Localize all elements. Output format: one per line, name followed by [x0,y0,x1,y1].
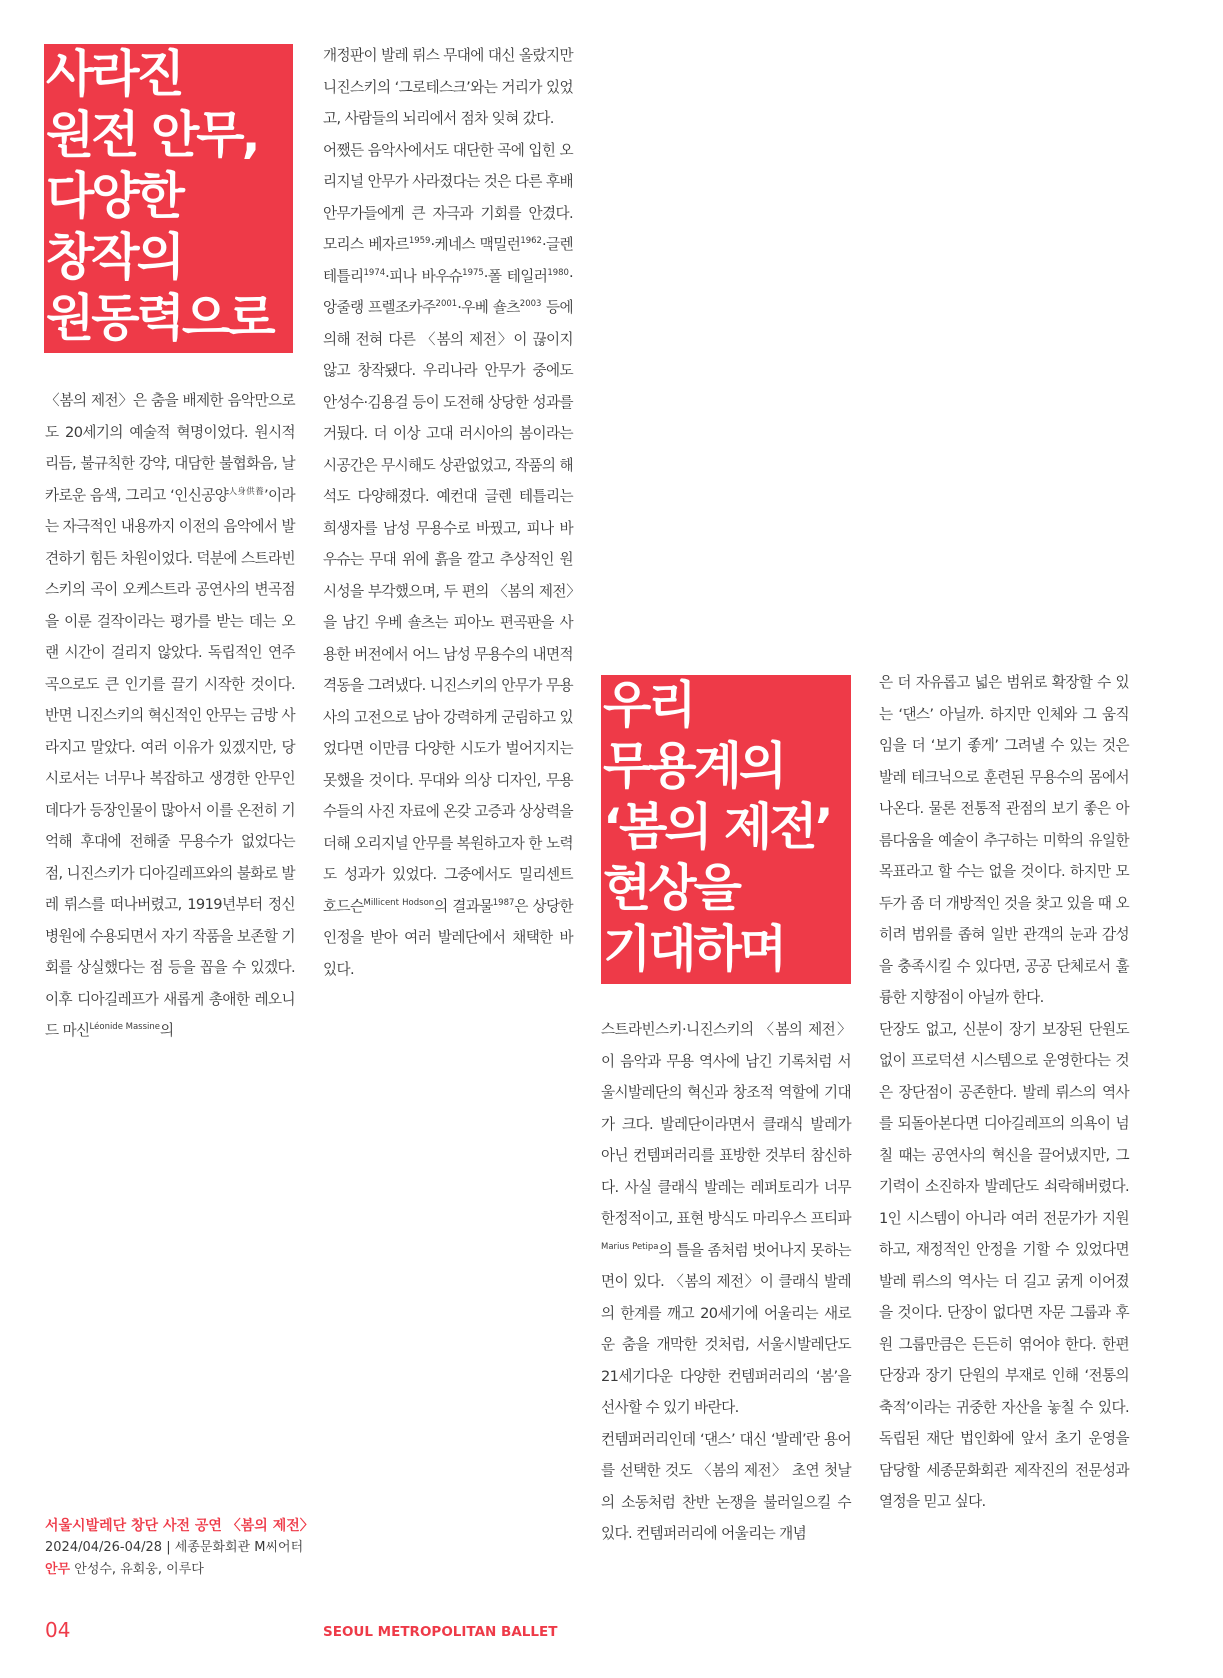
headline-rite-of-spring-phenomenon: 우리 무용계의 ‘봄의 제전’ 현상을 기대하며 [601,675,851,984]
text-run: ·우베 숄츠 [457,299,520,316]
text-run: 등에 의해 전혀 다른 〈봄의 제전〉이 끊이지 않고 창작됐다. 우리나라 안무가 중에도 안성수·김용걸 등이 도전해 상당한 성과를 거뒀다. 더 이상 고대 러시아의 봄이라는 시공간은 무시해도 상관없었고, 작품의 해석도 다양해졌다. 예컨대 글렌 테틀리는 희생자를 남성 무용수로 바꿨고, 피나 바우슈는 무대 위에 흙을 깔고 추상적인 원시성을 부각했으며, 두 편의 〈봄의 제전〉을 남긴 우베 숄츠는 피아노 편곡판을 사용한 버전에서 어느 남성 무용수의 내면적 격동을 그려냈다. 니진스키의 안무가 무용사의 고전으로 남아 강력하게 군림하고 있었다면 이만큼 다양한 시도가 벌어지지는 못했을 것이다. 무대와 의상 디자인, 무용수들의 사진 자료에 온갖 고증과 상상력을 더해 오리지널 안무를 복원하고자 한 노력도 성과가 있었다. 그중에서도 밀리센트 호드슨 [323,299,573,915]
year-superscript: 2003 [519,299,542,310]
article-column-3 [601,1014,851,1550]
article-column-4 [879,667,1129,1518]
year-superscript: 1974 [363,267,386,278]
text-run: 은 상당한 인정을 받아 여러 발레단에서 채택한 바 있다. [323,897,573,978]
paragraph: 개정판이 발레 뤼스 무대에 대신 올랐지만 니진스키의 ‘그로테스크’와는 거리가 있었고, 사람들의 뇌리에서 점차 잊혀 갔다. [323,47,573,127]
text-run: ·케네스 맥밀런 [430,236,521,253]
paragraph: 은 더 자유롭고 넓은 범위로 확장할 수 있는 ‘댄스’ 아닐까. 하지만 인체와 그 움직임을 더 ‘보기 좋게’ 그려낼 수 있는 것은 발레 테크닉으로 훈련된 무용수의 몸에서 나온다. 물론 전통적 관점의 보기 좋은 아름다움을 예술이 추구하는 미학의 유일한 목표라고 할 수는 없을 것이다. 하지만 모두가 좀 더 개방적인 것을 찾고 있을 때 오히려 범위를 좁혀 일반 관객의 눈과 감성을 충족시킬 수 있다면, 공공 단체로서 훌륭한 지향점이 아닐까 한다. [879,674,1129,1006]
choreo-label: 안무 [45,1562,71,1577]
year-superscript: 1975 [462,267,484,278]
performance-dates: 2024/04/26-04/28 [45,1540,163,1555]
paragraph: 단장도 없고, 신분이 장기 보장된 단원도 없이 프로덕션 시스템으로 운영한다는 것은 장단점이 공존한다. 발레 뤼스의 역사를 되돌아본다면 디아길레프의 의욕이 넘칠 때는 공연사의 혁신을 끌어냈지만, 그 기력이 소진하자 발레단도 쇠락해버렸다. 1인 시스템이 아니라 여러 전문가가 지원하고, 재정적인 안정을 기할 수 있었다면 발레 뤼스의 역사는 더 길고 굵게 이어졌을 것이다. 단장이 없다면 자문 그룹과 후원 그룹만큼은 든든히 엮어야 한다. 한편 단장과 장기 단원의 부재로 인해 ‘전통의 축적’이라는 귀중한 자산을 놓칠 수 있다. 독립된 재단 법인화에 앞서 초기 운영을 담당할 세종문화회관 제작진의 전문성과 열정을 믿고 싶다. [879,1020,1129,1510]
paragraph [323,135,573,986]
year-superscript: 1987 [492,897,515,908]
performance-credits [45,1515,345,1581]
separator: | [162,1540,175,1555]
name-annotation: Léonide Massine [89,1022,161,1033]
text-run: ·피나 바우슈 [385,267,463,285]
paragraph [601,1014,851,1424]
article-column-2 [323,40,573,985]
performance-schedule [45,1537,345,1559]
choreographers [45,1559,345,1581]
text-run: 의 틀을 좀처럼 벗어나지 못하는 면이 있다. 〈봄의 제전〉이 클래식 발레의 한계를 깨고 20세기에 어울리는 새로운 춤을 개막한 것처럼, 서울시발레단도 21세기다운 다양한 컨템퍼러리의 ‘봄’을 선사할 수 있기 바란다. [601,1241,851,1416]
text-run: ’이라는 자극적인 내용까지 이전의 음악에서 발견하기 힘든 차원이었다. 덕분에 스트라빈스키의 곡이 오케스트라 공연사의 변곡점을 이룬 걸작이라는 평가를 받는 데는 오랜 시간이 걸리지 않았다. 독립적인 연주곡으로도 큰 인기를 끌기 시작한 것이다. 반면 니진스키의 혁신적인 안무는 금방 사라지고 말았다. 여러 이유가 있겠지만, 당시로서는 너무나 복잡하고 생경한 안무인 데다가 등장인물이 많아서 이를 온전히 기억해 후대에 전해줄 무용수가 없었다는 점, 니진스키가 디아길레프와의 불화로 발레 뤼스를 떠나버렸고, 1919년부터 정신병원에 수용되면서 자기 작품을 보존할 기회를 상실했다는 점 등을 꼽을 수 있겠다. 이후 디아길레프가 새롭게 총애한 레오니드 마신 [45,486,295,1039]
footer-brand: SEOUL METROPOLITAN BALLET [323,1624,558,1640]
hanja-annotation: 人身供養 [228,486,264,497]
text-run: 의 [160,1022,174,1039]
name-annotation: Millicent Hodson [363,897,435,908]
year-superscript: 1959 [408,236,431,247]
name-annotation: Marius Petipa [601,1241,659,1252]
headline-lost-choreography: 사라진 원전 안무, 다양한 창작의 원동력으로 [44,44,293,353]
year-superscript: 2001 [435,299,458,310]
year-superscript: 1980 [547,267,569,278]
text-run: 의 결과물 [434,897,493,915]
choreo-names: 안성수, 유회웅, 이루다 [70,1562,204,1577]
performance-venue: 세종문화회관 M씨어터 [174,1540,304,1555]
year-superscript: 1962 [520,236,542,247]
page-number: 04 [45,1618,71,1642]
article-column-1 [45,385,295,1047]
paragraph [45,385,295,1047]
performance-title: 서울시발레단 창단 사전 공연 〈봄의 제전〉 [45,1518,314,1534]
paragraph: 컨템퍼러리인데 ‘댄스’ 대신 ‘발레’란 용어를 선택한 것도 〈봄의 제전〉 초연 첫날의 소동처럼 찬반 논쟁을 불러일으킬 수 있다. 컨템퍼러리에 어울리는 개념 [601,1430,851,1542]
text-run: 〈봄의 제전〉은 춤을 배제한 음악만으로도 20세기의 예술적 혁명이었다. 원시적 리듬, 불규칙한 강약, 대담한 불협화음, 날카로운 음색, 그리고 ‘인신공양 [45,392,295,504]
text-run: ·앙줄랭 프렐조카주 [323,267,573,316]
text-run: ·폴 테일러 [483,267,548,285]
text-run: 스트라빈스키·니진스키의 〈봄의 제전〉이 음악과 무용 역사에 남긴 기록처럼 서울시발레단의 혁신과 창조적 역할에 기대가 크다. 발레단이라면서 클래식 발레가 아닌 컨템퍼러리를 표방한 것부터 참신하다. 사실 클래식 발레는 레퍼토리가 너무 한정적이고, 표현 방식도 마리우스 프티파 [601,1021,851,1227]
text-run: 어쨌든 음악사에서도 대단한 곡에 입힌 오리지널 안무가 사라졌다는 것은 다른 후배 안무가들에게 큰 자극과 기회를 안겼다. 모리스 베자르 [323,141,573,253]
text-run: ·글렌 테틀리 [323,236,573,285]
